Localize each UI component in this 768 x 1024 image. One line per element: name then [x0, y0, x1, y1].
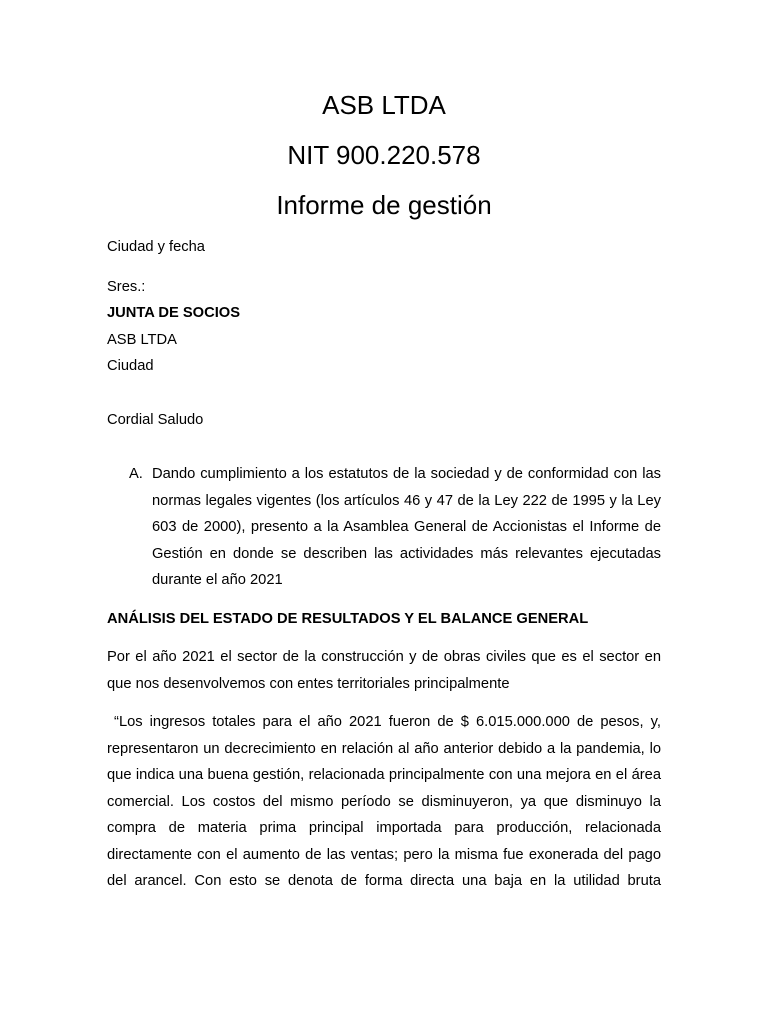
- list-item-text: Dando cumplimiento a los estatutos de la sociedad y de conformidad con las normas legales vigentes (los artículos 46 y 47 de la Ley 222 de 1995 y la Ley 603 de 2000), presento a la Asamblea General de Accionistas el Informe de Gestión en donde se describen las actividades más relevantes ejecutadas durante el año 2021: [152, 466, 661, 588]
- city-date: Ciudad y fecha: [107, 239, 205, 255]
- recipient-greeting: Sres.:: [107, 278, 146, 295]
- list-item: [107, 461, 661, 594]
- paragraph-sector: Por el año 2021 el sector de la construcción y de obras civiles que es el sector en que nos desenvolvemos con entes territoriales principalmente: [107, 649, 661, 692]
- nit-title: NIT 900.220.578: [287, 140, 481, 170]
- recipient-board: JUNTA DE SOCIOS: [107, 305, 241, 321]
- company-title: ASB LTDA: [322, 90, 446, 120]
- ordered-list: [107, 461, 661, 594]
- report-title: Informe de gestión: [276, 190, 492, 220]
- recipient-city: Ciudad: [107, 358, 154, 374]
- list-marker: A.: [129, 466, 143, 482]
- section-heading: ANÁLISIS DEL ESTADO DE RESULTADOS Y EL BALANCE GENERAL: [107, 610, 589, 627]
- salutation: Cordial Saludo: [107, 411, 204, 428]
- title-block: [107, 0, 661, 222]
- paragraph-ingresos: “Los ingresos totales para el año 2021 fueron de $ 6.015.000.000 de pesos, y, representaron un decrecimiento en relación al año anterior debido a la pandemia, lo que indica una buena gestión, relacionada principalmente con una mejora en el área comercial. Los costos del mismo período se disminuyeron, ya que disminuyo la compra de materia prima principal importada para producción, relacionada directamente con el aumento de las ventas; pero la misma fue exonerada del pago del arancel. Con esto se denota de forma directa una baja en la utilidad bruta: [107, 714, 666, 889]
- recipient-block: [107, 274, 661, 380]
- recipient-company: ASB LTDA: [107, 331, 177, 348]
